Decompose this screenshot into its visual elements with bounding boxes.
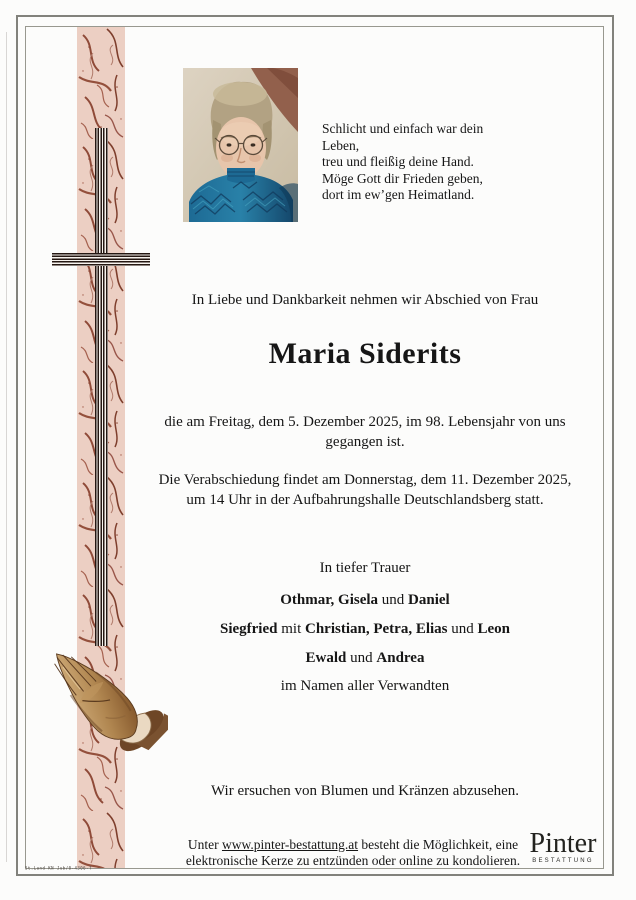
footer-line-2: elektronische Kerze zu entzünden oder online zu kondolieren.	[185, 853, 521, 868]
scan-artifact-line	[6, 32, 7, 862]
print-code: St.Land KN Jub/0-4306-T	[25, 866, 92, 871]
verse-line: treu und fleißig deine Hand.	[322, 154, 474, 169]
cross-ornament-vertical	[95, 128, 108, 646]
deceased-name: Maria Siderits	[268, 337, 462, 370]
verse-line: Schlicht und einfach war dein Leben,	[322, 121, 484, 153]
funeral-home-logo	[524, 828, 602, 864]
logo-subtitle: BESTATTUNG	[532, 858, 594, 864]
farewell-line: Die Verabschiedung findet am Donnerstag, dem 11. Dezember 2025,	[158, 472, 572, 488]
verse-line: Möge Gott dir Frieden geben,	[322, 170, 483, 186]
praying-hands-image	[36, 628, 168, 764]
farewell-line: um 14 Uhr in der Aufbahrungshalle Deutschlandsberg statt.	[186, 492, 544, 508]
announcement-intro: In Liebe und Dankbarkeit nehmen wir Abschied von Frau	[191, 292, 539, 308]
logo-name: Pinter	[529, 828, 597, 859]
memorial-verse	[322, 121, 522, 204]
portrait-photo	[183, 68, 298, 222]
verse-line: dort im ew’gen Heimatland.	[322, 187, 475, 202]
mourners-line-2: Siegfried mit Christian, Petra, Elias und Leon	[219, 621, 511, 637]
death-line: gegangen ist.	[325, 434, 405, 450]
cross-ornament-horizontal	[52, 253, 150, 266]
mourners-closing: im Namen aller Verwandten	[280, 678, 450, 694]
flowers-note: Wir ersuchen von Blumen und Kränzen abzusehen.	[210, 783, 520, 799]
mourning-header: In tiefer Trauer	[319, 560, 411, 576]
mourners-line-3: Ewald und Andrea	[305, 650, 425, 666]
mourners-line-1: Othmar, Gisela und Daniel	[280, 592, 450, 608]
death-line: die am Freitag, dem 5. Dezember 2025, im 98. Lebensjahr von uns	[164, 414, 566, 430]
footer-line-1: Unter www.pinter-bestattung.at besteht die Möglichkeit, eine	[187, 837, 519, 852]
farewell-paragraph	[125, 470, 605, 510]
death-date-paragraph	[125, 412, 605, 452]
